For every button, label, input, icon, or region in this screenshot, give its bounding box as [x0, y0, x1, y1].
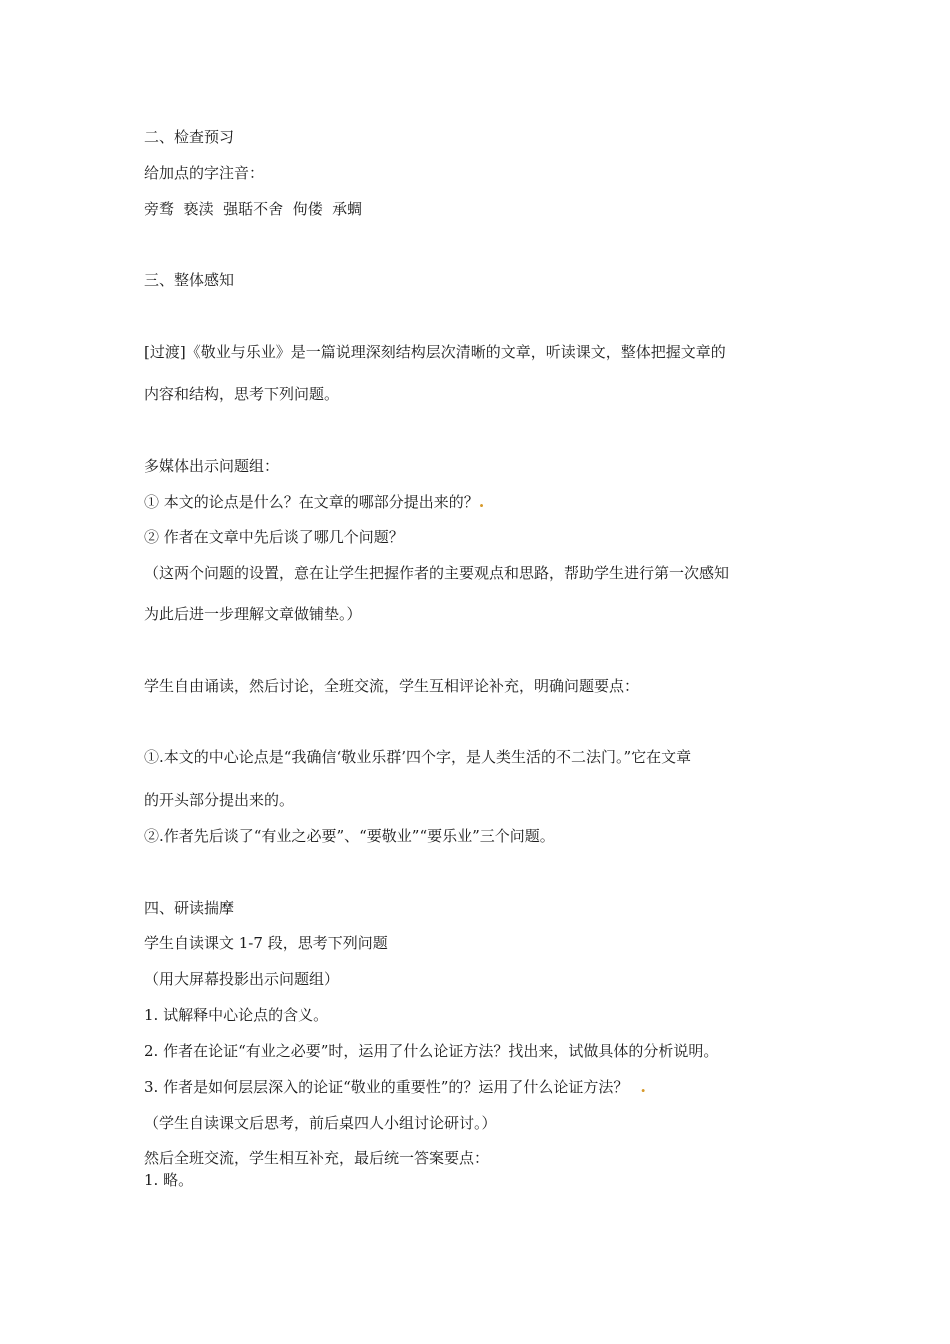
study-answer-1: 1. 略。	[144, 1171, 194, 1189]
study-question-3	[144, 1077, 646, 1097]
answer-1-line-1: ①.本文的中心论点是“我确信‘敬业乐群’四个字，是人类生活的不二法门。”它在文章	[144, 748, 692, 766]
pinyin-instruction: 给加点的字注音：	[144, 164, 265, 182]
answer-1-line-2: 的开头部分提出来的。	[144, 791, 295, 809]
transition-paragraph-line-2: 内容和结构，思考下列问题。	[144, 385, 340, 403]
question-2: ② 作者在文章中先后谈了哪几个问题？	[144, 528, 404, 546]
discussion-note: （学生自读课文后思考，前后桌四人小组讨论研讨。）	[144, 1114, 497, 1132]
emphasis-dot-mark: .	[478, 492, 485, 511]
answer-2: ②.作者先后谈了“有业之必要”、“要敬业”“要乐业”三个问题。	[144, 827, 555, 845]
study-question-3-text: 3. 作者是如何层层深入的论证“敬业的重要性”的？运用了什么论证方法？	[144, 1078, 629, 1096]
projection-note: （用大屏幕投影出示问题组）	[144, 970, 340, 988]
section-heading-study: 四、研读揣摩	[144, 899, 235, 917]
question-1	[144, 492, 484, 512]
design-note-line-2: 为此后进一步理解文章做铺垫。）	[144, 605, 362, 623]
student-activity: 学生自由诵读，然后讨论，全班交流，学生互相评论补充，明确问题要点：	[144, 677, 640, 695]
study-question-2: 2. 作者在论证“有业之必要”时，运用了什么论证方法？找出来，试做具体的分析说明。	[144, 1042, 719, 1060]
transition-paragraph-line-1: [过渡]《敬业与乐业》是一篇说理深刻结构层次清晰的文章，听读课文，整体把握文章的	[144, 343, 726, 361]
section-heading-overall-perception: 三、整体感知	[144, 271, 235, 289]
emphasis-dot-mark: .	[640, 1077, 646, 1096]
section-heading-check-preview: 二、检查预习	[144, 128, 235, 146]
design-note-line-1: （这两个问题的设置，意在让学生把握作者的主要观点和思路，帮助学生进行第一次感知	[144, 564, 730, 582]
study-question-1: 1. 试解释中心论点的含义。	[144, 1006, 329, 1024]
question-1-text: ① 本文的论点是什么？在文章的哪部分提出来的？	[144, 493, 479, 511]
pinyin-word-list: 旁骛 亵渎 强聒不舍 佝偻 承蜩	[144, 200, 363, 218]
summary-instruction: 然后全班交流，学生相互补充，最后统一答案要点：	[144, 1149, 490, 1167]
reading-instruction: 学生自读课文 1-7 段，思考下列问题	[144, 934, 388, 952]
multimedia-label: 多媒体出示问题组：	[144, 457, 280, 475]
